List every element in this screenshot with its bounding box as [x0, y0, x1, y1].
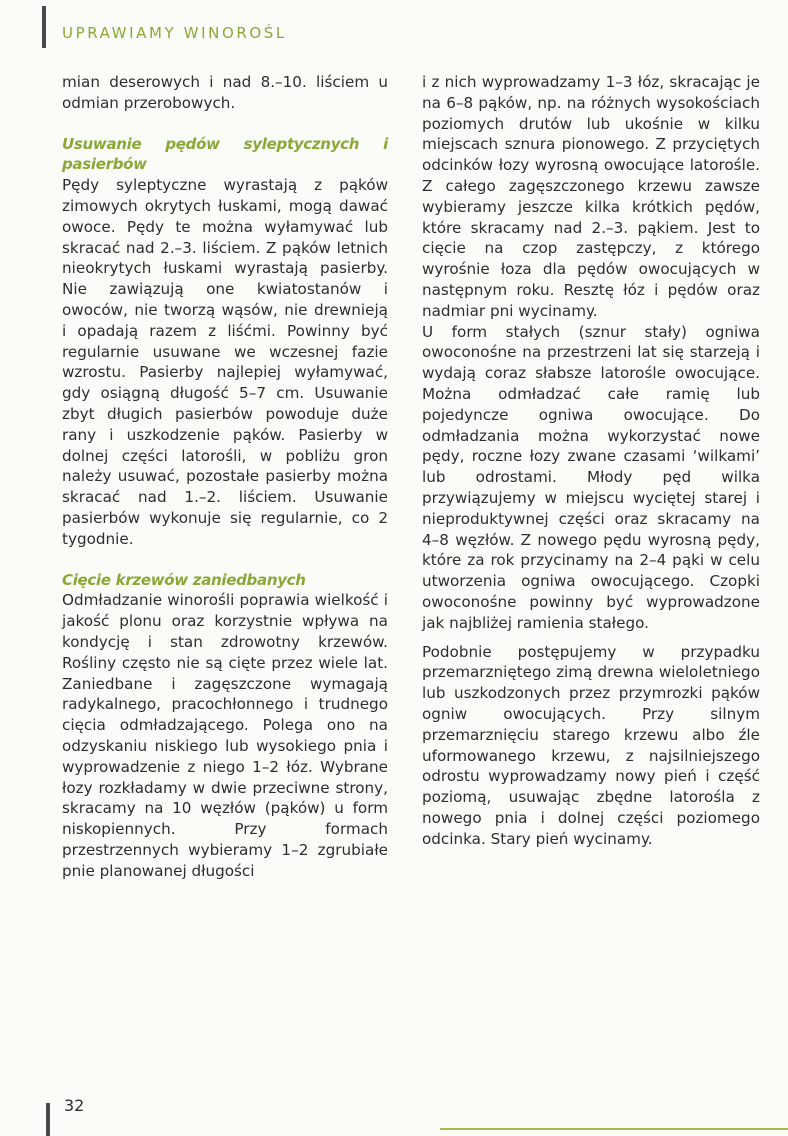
section-heading-zaniedbane: Cięcie krzewów zaniedbanych	[62, 570, 306, 589]
paragraph-form-stale: U form stałych (sznur stały) ogniwa owoconośne na przestrzeni lat się starzeją i wydają coraz słabsze latorośle owocujące. Można odmładzać całe ramię lub pojedyncze ogniwa owocujące. Do odmładzania można wykorzystać nowe pędy, roczne łozy zwane czasami ‘wilkami’ lub odrostami. Młody pęd wilka przywiązujemy w miejscu wyciętej starej i nieproduktywnej części oraz skracamy na 4–8 węzłów. Z nowego pędu wyrosną pędy, które za rok przycinamy na 2–4 pąki w celu utworzenia ogniwa owocującego. Czopki owoconośne powinny być wyprowadzone jak najbliżej ramienia stałego.	[422, 322, 760, 632]
running-head: UPRAWIAMY WINOROŚL	[62, 24, 287, 42]
footer-accent-bar	[46, 1103, 50, 1136]
page-number: 32	[64, 1096, 85, 1115]
paragraph-przemarzniecie: Podobnie postępujemy w przypadku przemarzniętego zimą drewna wieloletniego lub uszkodzonych przez przymrozki pąków ogniw owocujących. Przy silnym przemarznięciu starego krzewu albo źle uformowanego krzewu, z najsilniejszego odrostu wyprowadzamy nowy pień i część poziomą, usuwając zbędne latorośla z nowego pnia i dolnej części poziomego odcinka. Stary pień wycinamy.	[422, 642, 760, 848]
right-column	[422, 72, 760, 849]
section-paragraph-zaniedbane: Odmładzanie winorośli poprawia wielkość i jakość plonu oraz korzystnie wpływa na kondycję i stan zdrowotny krzewów. Rośliny często nie są cięte przez wiele lat. Zaniedbane i zagęszczone wymagają radykalnego, pracochłonnego i trudnego cięcia odmładzającego. Polega ono na odzyskaniu niskiego lub wysokiego pnia i wyprowadzenie z niego 1–2 łóz. Wybrane łozy rozkładamy w dwie przeciwne strony, skracamy na 10 węzłów (pąków) u form niskopiennych. Przy formach przestrzennych wybieramy 1–2 zgrubiałe pnie planowanej długości	[62, 591, 388, 880]
paragraph-continuation: i z nich wyprowadzamy 1–3 łóz, skracając je na 6–8 pąków, np. na różnych wysokościach poziomych drutów lub ukośnie w kilku miejscach sznura pionowego. Z przyciętych odcinków łozy wyrosną owocujące latorośle. Z całego zagęszczonego krzewu zawsze wybieramy jeszcze kilka krótkich pędów, które skracamy nad 2.–3. pąkiem. Jest to cięcie na czop zastępczy, z którego wyrośnie łoza dla pędów owocujących w następnym roku. Resztę łóz i pędów oraz nadmiar pni wycinamy.	[422, 73, 760, 320]
intro-paragraph: mian deserowych i nad 8.–10. liściem u odmian przerobowych.	[62, 73, 388, 112]
bottom-rule	[440, 1128, 788, 1130]
left-column	[62, 72, 388, 881]
section-paragraph-pasierby: Pędy syleptyczne wyrastają z pąków zimowych okrytych łuskami, mogą dawać owoce. Pędy te można wyłamywać lub skracać nad 2.–3. liściem. Z pąków letnich nieokrytych łuskami wyrastają pasierby. Nie zawiązują one kwiatostanów i owoców, nie tworzą wąsów, nie drewnieją i opadają razem z liśćmi. Powinny być regularnie usuwane we wczesnej fazie wzrostu. Pasierby najlepiej wyłamywać, gdy osiągną długość 5–7 cm. Usuwanie zbyt długich pasierbów powoduje duże rany i uszkodzenie pąków. Pasierby w dolnej części latorośli, w pobliżu gron należy usuwać, pozostałe pasierby można skracać nad 1.–2. liściem. Usuwanie pasierbów wykonuje się regularnie, co 2 tygodnie.	[62, 176, 388, 548]
section-heading-pasierby: Usuwanie pędów syleptycznych i pasierbów	[62, 134, 388, 174]
header-accent-bar	[42, 6, 46, 48]
